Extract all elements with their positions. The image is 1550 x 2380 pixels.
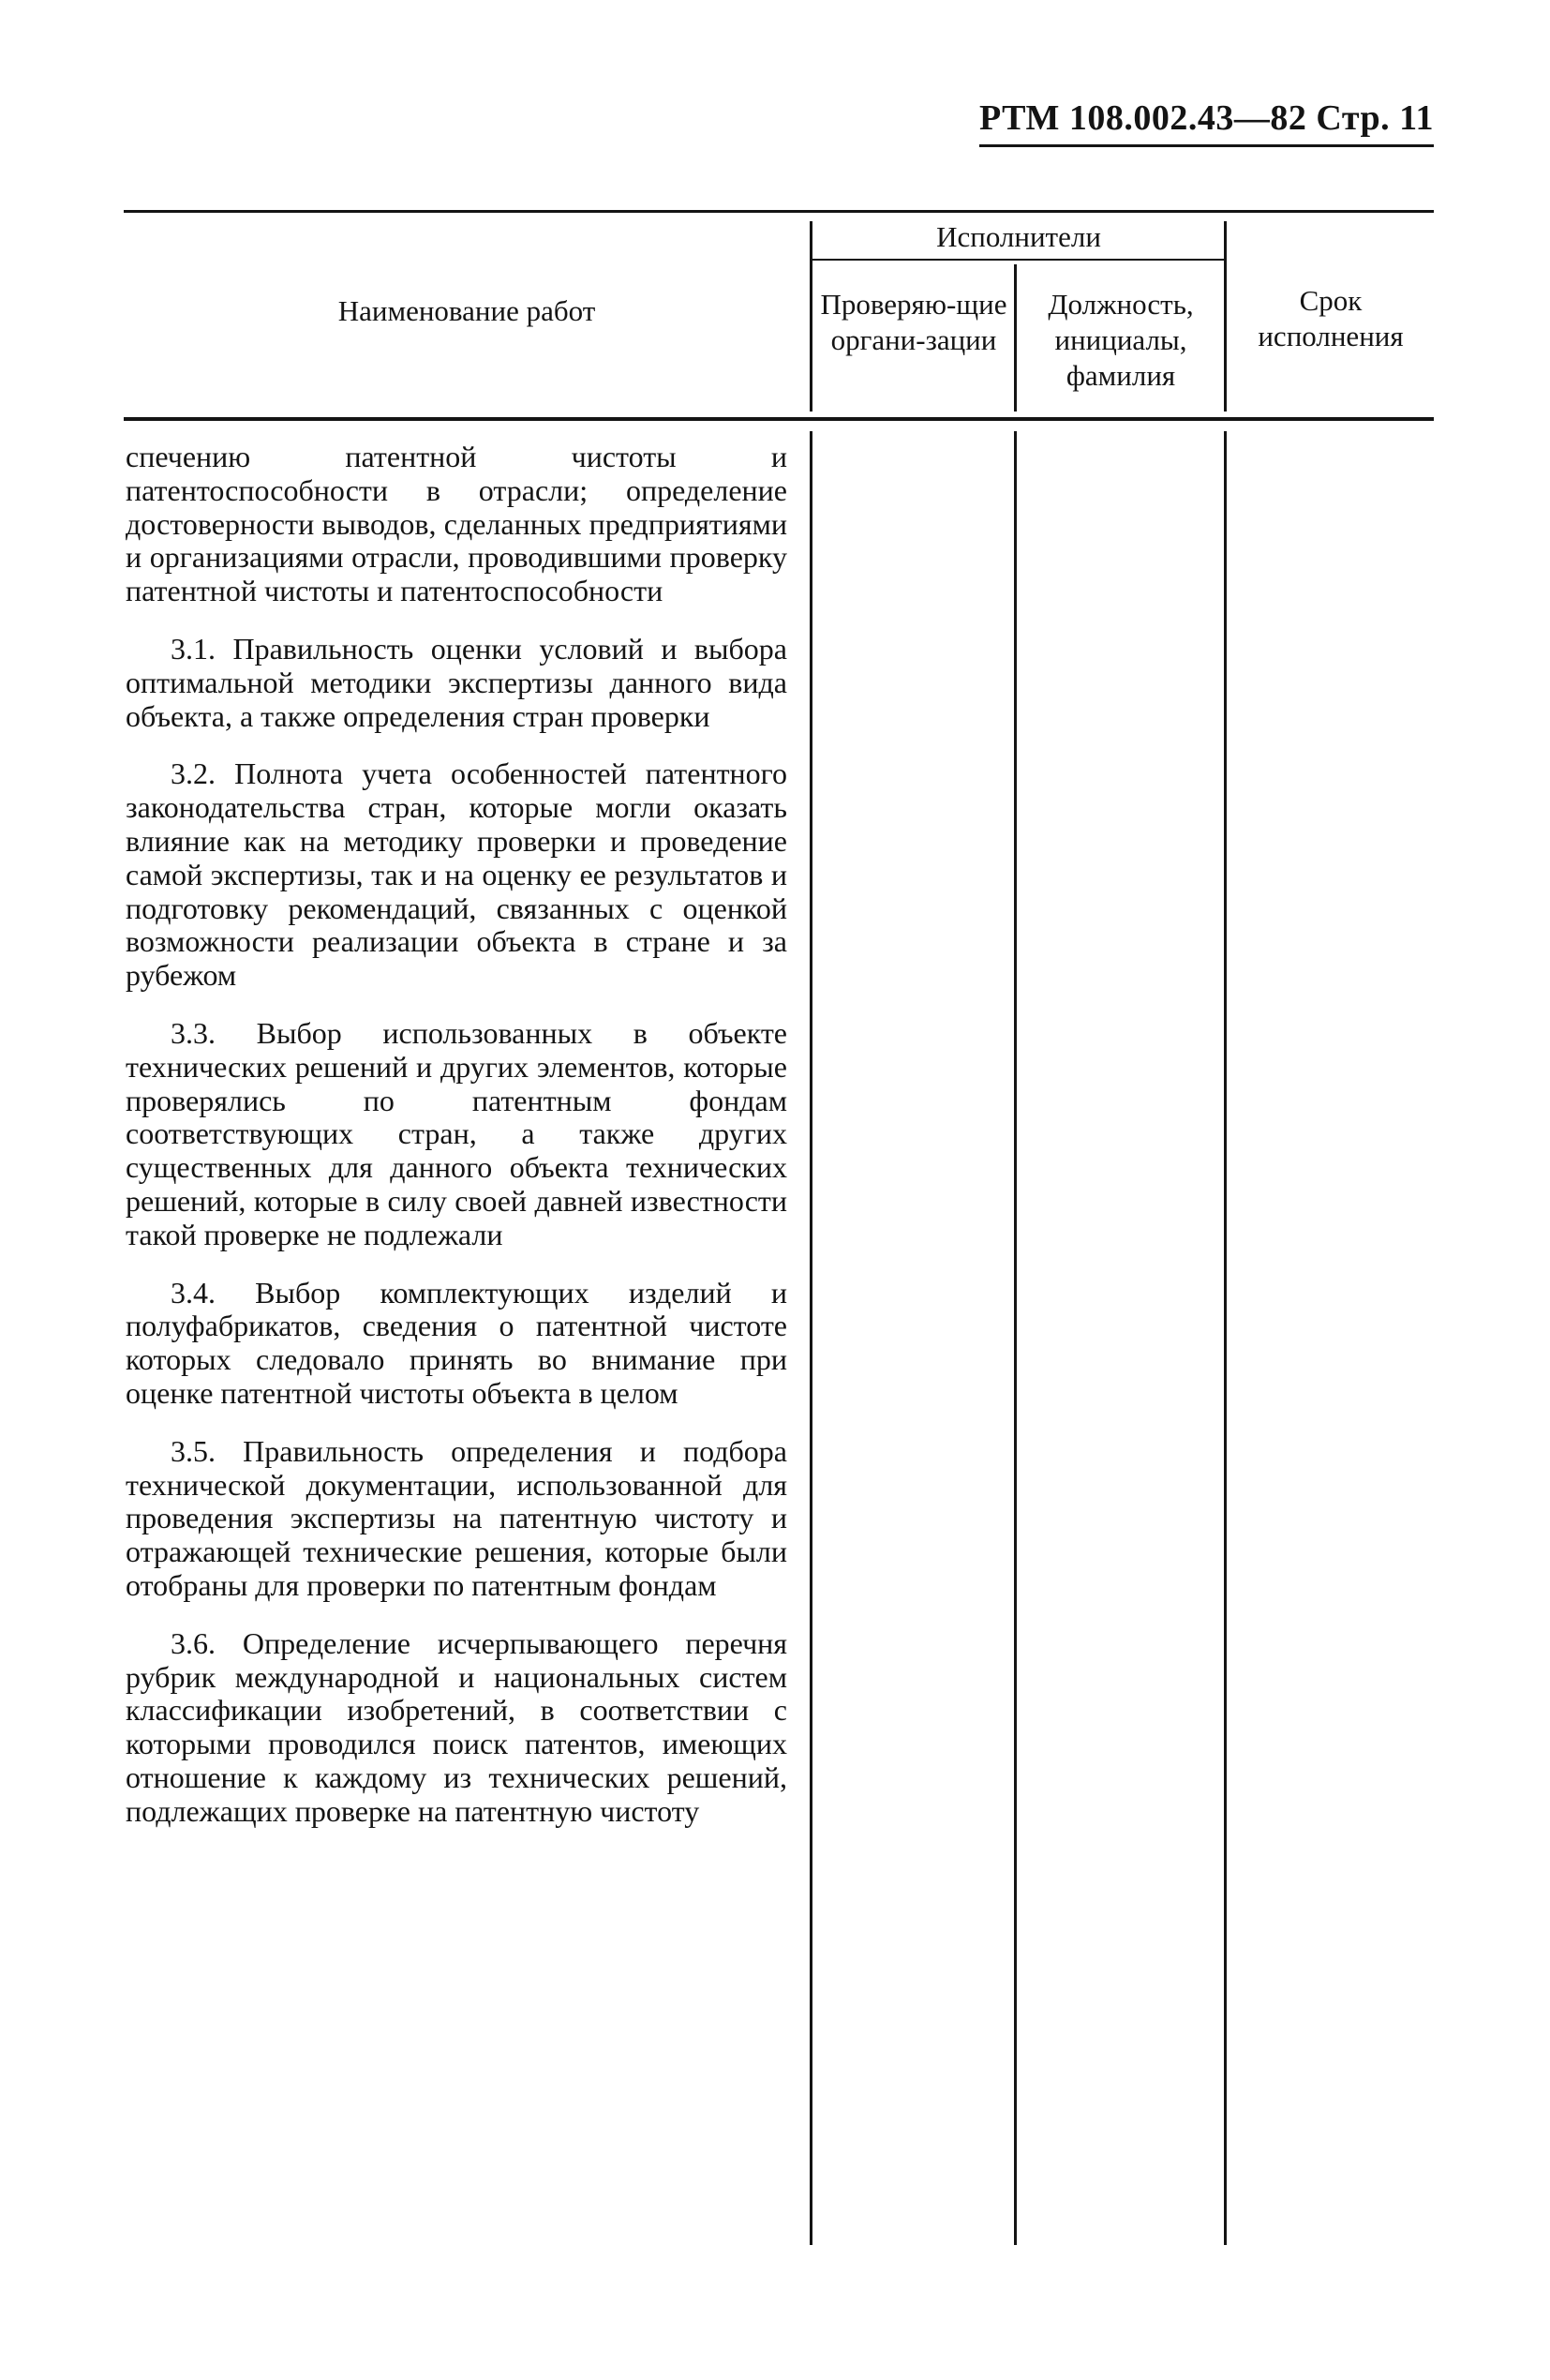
table-row: 3.1. Правильность оценки условий и выбора оптимальной методики экспертизы данного вида объекта, а также определения стран проверки [126, 631, 787, 733]
table-row: 3.5. Правильность определения и подбора технической документации, использованной для проведения экспертизы на патентную чистоту и отражающей технические решения, которые были отобраны для проверки по патентным фондам [126, 1433, 787, 1602]
table-row: 3.3. Выбор использованных в объекте технических решений и других элементов, которые проверялись по патентным фондам соответствующих стран, а также других существенных для данного объекта технических решений, которые в силу своей давней известности такой проверке не подлежали [126, 1015, 787, 1251]
column-divider [1014, 431, 1017, 2245]
table-header-rule [124, 417, 1434, 421]
column-header-name: Наименование работ [337, 294, 596, 327]
page-header [979, 97, 1434, 147]
column-divider [1014, 264, 1017, 412]
table-top-rule [124, 210, 1434, 213]
column-group-header-performers: Исполнители [936, 220, 1101, 253]
table-row: спечению патентной чистоты и патентоспособности в отрасли; определение достоверности выводов, сделанных предприятиями и организациями отрасли, проводившими проверку патентной чистоты и патентоспособности [126, 440, 787, 608]
table-body [126, 441, 787, 1852]
table-row: 3.6. Определение исчерпывающего перечня рубрик международной и национальных систем классификации изобретений, в соответствии с которыми проводился поиск патентов, имеющих отношение к каждому из технических решений, подлежащих проверке на патентную чистоту [126, 1625, 787, 1828]
column-header-checking-orgs: Проверяю-щие органи-зации [820, 288, 1007, 356]
document-code: РТМ 108.002.43—82 [979, 98, 1307, 138]
column-header-deadline: Срок исполнения [1258, 284, 1404, 352]
column-divider [1224, 221, 1227, 412]
page-number: Стр. 11 [1316, 98, 1434, 138]
table-row: 3.4. Выбор комплектующих изделий и полуфабрикатов, сведения о патентной чистоте которых следовало принять во внимание при оценке патентной чистоты объекта в целом [126, 1275, 787, 1410]
column-divider [810, 221, 812, 412]
column-header-position: Должность, инициалы, фамилия [1048, 288, 1194, 392]
table-row: 3.2. Полнота учета особенностей патентного законодательства стран, которые могли оказать влияние как на методику проверки и проведение самой экспертизы, так и на оценку ее результатов и подготовку рекомендаций, связанных с оценкой возможности реализации объекта в стране и за рубежом [126, 756, 787, 993]
column-divider [1224, 431, 1227, 2245]
group-header-rule [812, 259, 1226, 261]
column-divider [810, 431, 812, 2245]
